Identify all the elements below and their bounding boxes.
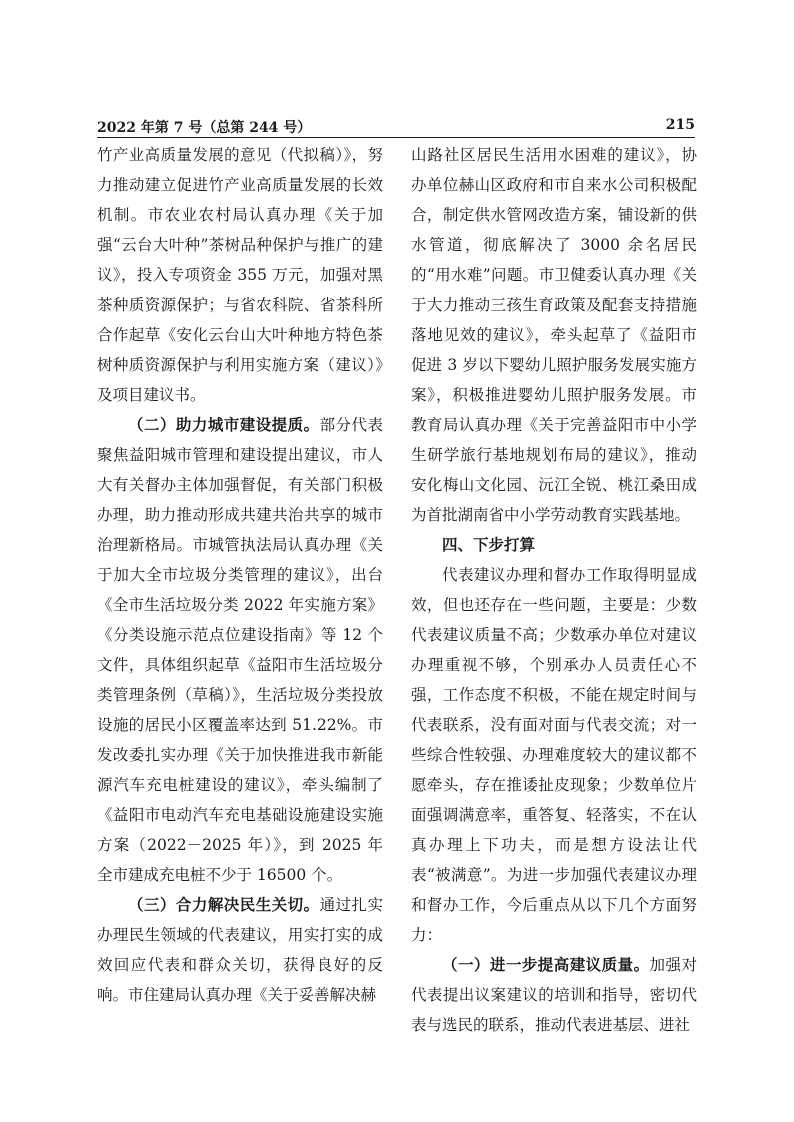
paragraph: [97, 410, 383, 890]
section-body: 部分代表聚焦益阳城市管理和建设提出建议，市人大有关督办主体加强督促，有关部门积极办理，助力推动形成共建共治共享的城市治理新格局。市城管执法局认真办理《关于加大全市垃圾分类管理的建议》，出台《全市生活垃圾分类 2022 年实施方案》《分类设施示范点位建设指南》等 12 个文件，具体组织起草《益阳市生活垃圾分类管理条例（草稿）》，生活垃圾分类投放设施的居民小区覆盖率达到 51.22%。市发改委扎实办理《关于加快推进我市新能源汽车充电桩建设的建议》，牵头编制了《益阳市电动汽车充电基础设施建设实施方案（2022－2025 年）》，到 2025 年全市建成充电桩不少于 16500 个。: [97, 416, 383, 884]
page-number: 215: [665, 117, 695, 133]
right-column: [411, 140, 697, 1100]
issue-label: 2022 年第 7 号（总第 244 号）: [97, 120, 312, 136]
section-body: 通过扎实办理民生领域的代表建议，用实打实的成效回应代表和群众关切，获得良好的反响。市住建局认真办理《关于妥善解决赫: [97, 896, 383, 1004]
header-rule: [97, 137, 695, 138]
section-heading: 四、下步打算: [442, 536, 536, 554]
section-lead: （二）助力城市建设提质。: [128, 415, 320, 434]
section-lead: （一）进一步提高建议质量。: [442, 955, 650, 974]
running-header: [97, 117, 695, 139]
paragraph: 竹产业高质量发展的意见（代拟稿）》，努力推动建立促进竹产业高质量发展的长效机制。市农业农村局认真办理《关于加强“云台大叶种”茶树品种保护与推广的建议》，投入专项资金 355 万元，加强对黑茶种质资源保护；与省农科院、省茶科所合作起草《安化云台山大叶种地方特色茶树种质资源保护与利用实施方案（建议）》及项目建议书。: [97, 146, 383, 404]
paragraph: 代表建议办理和督办工作取得明显成效，但也还存在一些问题，主要是：少数代表建议质量不高；少数承办单位对建议办理重视不够，个别承办人员责任心不强，工作态度不积极，不能在规定时间与代表联系，没有面对面与代表交流；对一些综合性较强、办理难度较大的建议都不愿牵头，存在推诿扯皮现象；少数单位片面强调满意率，重答复、轻落实，不在认真办理上下功夫，而是想方设法让代表“被满意”。为进一步加强代表建议办理和督办工作，今后重点从以下几个方面努力：: [411, 566, 697, 944]
paragraph: [411, 950, 697, 1040]
paragraph: 山路社区居民生活用水困难的建议》，协办单位赫山区政府和市自来水公司积极配合，制定供水管网改造方案，铺设新的供水管道，彻底解决了 3000 余名居民的“用水难”问题。市卫健委认真办理《关于大力推动三孩生育政策及配套支持措施落地见效的建议》，牵头起草了《益阳市促进 3 岁以下婴幼儿照护服务发展实施方案》，积极推进婴幼儿照护服务发展。市教育局认真办理《关于完善益阳市中小学生研学旅行基地规划布局的建议》，推动安化梅山文化园、沅江全锐、桃江桑田成为首批湖南省中小学劳动教育实践基地。: [411, 146, 697, 524]
section-lead: （三）合力解决民生关切。: [128, 895, 320, 914]
section-body: 加强对代表提出议案建议的培训和指导，密切代表与选民的联系，推动代表进基层、进社: [411, 956, 697, 1034]
left-column: [97, 140, 383, 1100]
paragraph: [97, 890, 383, 1010]
